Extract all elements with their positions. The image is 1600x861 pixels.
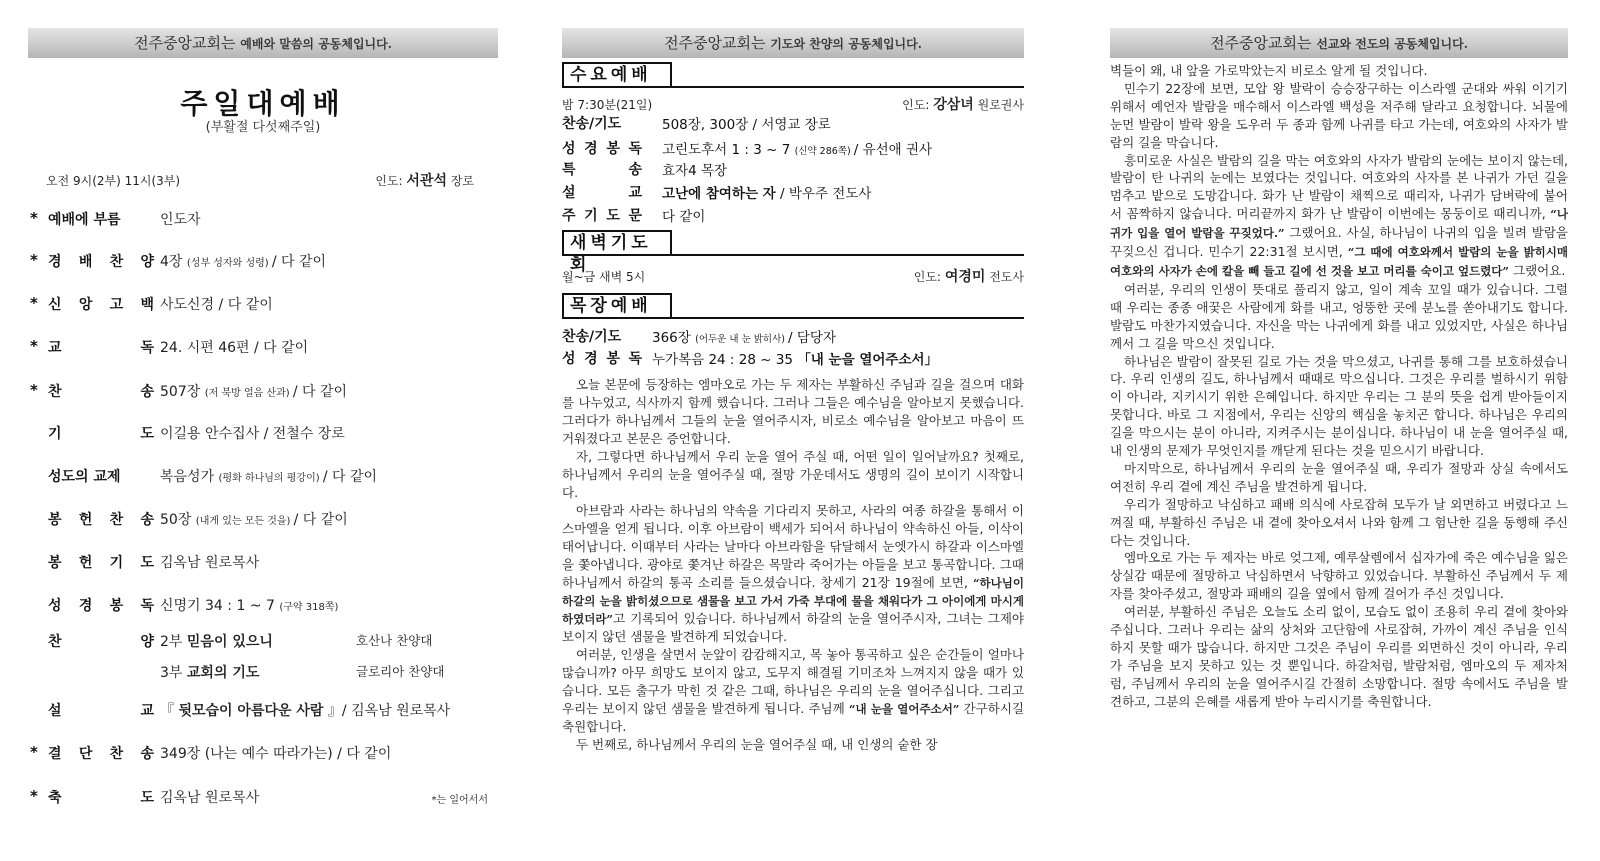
wednesday-time: 밤 7:30분(21일) — [562, 98, 653, 112]
banner-prayer: 전주중앙교회는 기도와 찬양의 공동체입니다. — [562, 28, 1024, 58]
label-char: 문 — [628, 208, 642, 224]
dawn-meta — [562, 268, 1024, 285]
order-label — [48, 787, 154, 807]
emphasis-text: 뒷모습이 아름다운 사람 — [178, 703, 324, 719]
label-char: 단 — [78, 746, 93, 762]
paragraph: 자, 그렇다면 하나님께서 우리 눈을 열어 주실 때, 어떤 일이 일어날까요? 첫째로, 하나님께서 우리의 눈을 열어주실 때, 절망 가운데서도 생명의 길이 보이기 시작합니다. — [562, 449, 1024, 500]
label-char: 헌 — [78, 512, 93, 528]
label-char: 봉 — [109, 598, 124, 614]
paragraph: 두 번째로, 하나님께서 우리의 눈을 열어주실 때, 내 인생의 숱한 장 — [576, 737, 938, 752]
section-rule — [672, 254, 1024, 256]
value-note: (어두운 내 눈 밝히사) — [695, 334, 789, 345]
order-label — [48, 509, 154, 529]
paragraph: 흥미로운 사실은 발람의 길을 막는 여호와의 사자가 발람의 눈에는 보이지 않는데, 발람이 탄 나귀의 눈에는 보였다는 것입니다. 여호와의 사자를 본 나귀가 가던 길을 멈추고 밭으로 도망갑니다. 화가 난 발람이 채찍으로 때리자, 나귀가 담벼락에 붙어서 꼼짝하지 않습니다. 머리끝까지 화가 난 발람이 이번에는 몽둥이로 때리니까, “나귀가 입을 열어 발람을 꾸짖었다.” 그랬어요. 사실, 하나님이 나귀의 입을 빌려 발람을 꾸짖으신 겁니다. 민수기 22:31절 보시면, “그 때에 여호와께서 발람의 눈을 밝히시매 여호와의 사자가 손에 칼을 빼 들고 길에 선 것을 보고 머리를 숙이고 엎드렸다” 그랬어요. — [1110, 152, 1568, 278]
order-label — [48, 595, 154, 615]
order-label — [48, 381, 154, 401]
paragraph: 여러분, 인생을 살면서 눈앞이 캄캄해지고, 목 놓아 통곡하고 싶은 순간들이 얼마나 많습니까? 아무 희망도 보이지 않고, 도무지 해결될 기미조차 느껴지지 않을 때가 있습니다. 모든 출구가 막힌 것 같은 그때, 하나님은 우리의 눈을 열어주십니다. 그리고 우리는 보이지 않던 샘물을 발견하게 됩니다. 주님께 “내 눈을 열어주소서” 간구하시길 축원합니다. — [562, 647, 1024, 734]
order-label — [48, 700, 154, 720]
service-label: 찬송/기도 — [562, 329, 622, 345]
service-label — [562, 138, 642, 158]
scripture-quote: “하나님이 하갈의 눈을 밝히셨으므로 샘물을 보고 가서 가죽 부대에 물을 채워다가 그 아이에게 마시게 하였더라” — [562, 576, 1024, 626]
label-char: 찬 — [109, 746, 124, 762]
standing-note: *는 일어서서 — [431, 795, 488, 806]
service-label — [562, 205, 642, 225]
anthem-title: 믿음이 있으니 — [186, 634, 273, 650]
label-char: 경 — [584, 141, 598, 157]
standing-marker: * — [30, 381, 38, 399]
label-char: 기 — [48, 426, 62, 442]
order-value: 349장 (나는 예수 따라가는) / 다 같이 — [160, 746, 392, 762]
section-rule — [672, 317, 1024, 319]
order-value: 복음성가 (평화 하나님의 평강이) / 다 같이 — [160, 469, 378, 485]
label-char: 봉 — [48, 555, 62, 571]
standing-marker: * — [30, 787, 38, 805]
leader-name: 서관석 — [406, 173, 447, 189]
order-label — [48, 423, 154, 443]
order-value: 신명기 34 : 1 ~ 7 (구약 318쪽) — [160, 598, 339, 614]
standing-marker: * — [30, 251, 38, 269]
order-value: 사도신경 / 다 같이 — [160, 297, 273, 313]
label-char: 찬 — [109, 512, 124, 528]
label-char: 축 — [48, 790, 62, 806]
label-char: 교 — [48, 340, 62, 356]
choir-name: 글로리아 찬양대 — [356, 664, 445, 679]
paragraph: 마지막으로, 하나님께서 우리의 눈을 열어주실 때, 우리가 절망과 상실 속에서도 여전히 우리 곁에 계신 주님을 발견하게 됩니다. — [1110, 460, 1568, 494]
service-row — [562, 138, 1024, 160]
order-value: 3부 교회의 기도 글로리아 찬양대 — [160, 664, 445, 681]
sermon-body — [1110, 62, 1568, 711]
label-char: 성 — [48, 598, 62, 614]
paragraph: 여러분, 우리의 인생이 뜻대로 풀리지 않고, 일이 계속 꼬일 때가 있습니다. 그럴 때 우리는 종종 애꿎은 사람에게 화를 내고, 엉뚱한 곳에 분노를 쏟아내기도 합니다. 발람도 마찬가지였습니다. 자신을 막는 나귀에게 화를 내고 있었지만, 사실은 하나님께서 그 길을 막으신 것입니다. — [1110, 281, 1568, 351]
label-char: 송 — [140, 746, 154, 762]
label-char: 결 — [48, 746, 62, 762]
scripture-quote: “내 눈을 열어주소서” — [848, 702, 960, 716]
label-char: 봉 — [48, 512, 62, 528]
anthem-title: 교회의 기도 — [186, 665, 260, 681]
label-char: 봉 — [606, 351, 620, 367]
banner-motto: 선교와 전도의 공동체입니다. — [1316, 37, 1468, 51]
label-char: 찬 — [109, 254, 124, 270]
label-char: 도 — [140, 790, 154, 806]
banner-motto: 예배와 말씀의 공동체입니다. — [240, 37, 392, 51]
label-char: 양 — [140, 634, 154, 650]
standing-marker: * — [30, 743, 38, 761]
paragraph: 엠마오로 가는 두 제자는 바로 엊그제, 예루살렘에서 십자가에 죽은 예수님을 잃은 상실감 때문에 절망하고 낙심하면서 낙향하고 있었습니다. 부활하신 주님께서 두 제자를 찾아주셨고, 절망과 패배의 길을 옆에서 함께 걸어가 주신 것입니다. — [1110, 550, 1568, 602]
service-value: 366장 (어두운 내 눈 밝히사) / 담당자 — [652, 330, 836, 346]
service-row — [562, 159, 1024, 181]
service-label — [562, 159, 642, 179]
banner-prefix: 전주중앙교회는 — [134, 34, 236, 52]
label-char: 경 — [48, 254, 62, 270]
label-char: 봉 — [606, 141, 620, 157]
service-value: 고린도후서 1 : 3 ~ 7 (신약 286쪽) / 유선애 권사 — [662, 142, 933, 158]
weekday-services-column — [562, 0, 1024, 861]
standing-marker: * — [30, 337, 38, 355]
service-value: 효자4 목장 — [662, 163, 728, 179]
order-value: 『 뒷모습이 아름다운 사람 』/ 김옥남 원로목사 — [160, 703, 451, 719]
dawn-heading: 새벽기도회 — [562, 230, 672, 256]
scripture-quote: “나귀가 입을 열어 발람을 꾸짖었다.” — [1110, 207, 1568, 241]
service-label: 찬송/기도 — [562, 116, 622, 132]
paragraph: 벽들이 왜, 내 앞을 가로막았는지 비로소 알게 될 것입니다. — [1110, 63, 1428, 78]
standing-marker: * — [30, 294, 38, 312]
label-char: 독 — [140, 598, 154, 614]
service-row — [562, 348, 1024, 370]
label-char: 송 — [628, 162, 642, 178]
label-char: 고 — [109, 297, 124, 313]
label-char: 주 — [562, 208, 576, 224]
order-label — [48, 631, 154, 651]
value-note: (성부 성자와 성령) — [186, 258, 272, 269]
label-char: 송 — [140, 384, 154, 400]
order-label — [48, 552, 154, 572]
service-row — [562, 113, 1024, 135]
label-char: 성 — [562, 351, 576, 367]
banner-worship — [28, 28, 498, 58]
label-char: 독 — [140, 340, 154, 356]
order-label: 예배에 부름 — [48, 212, 121, 228]
choir-name: 호산나 찬양대 — [356, 633, 433, 648]
leader: 인도: 서관석 장로 — [375, 173, 474, 189]
wednesday-meta — [562, 96, 1024, 113]
service-time: 오전 9시(2부) 11시(3부) — [46, 174, 181, 188]
label-char: 도 — [140, 426, 154, 442]
order-value: 507장 (저 북방 얼음 산과) / 다 같이 — [160, 384, 348, 400]
order-value: 이길용 안수집사 / 전철수 장로 — [160, 426, 345, 442]
service-row — [562, 182, 1024, 204]
order-value: 인도자 — [160, 212, 201, 228]
sermon-body — [562, 376, 1024, 754]
label-char: 양 — [140, 254, 154, 270]
service-value: 다 같이 — [662, 209, 706, 225]
value-note: (구약 318쪽) — [279, 602, 339, 613]
paragraph: 하나님은 발람이 잘못된 길로 가는 것을 막으셨고, 나귀를 통해 그를 보호하셨습니다. 우리 인생의 길도, 하나님께서 때때로 막으십니다. 그것은 우리를 벌하시기 위함이 아니라, 지키시기 위한 은혜입니다. 하지만 우리는 그 분의 뜻을 쉽게 받아들이지 못합니다. 바로 그 지점에서, 우리는 신앙의 핵심을 놓치곤 합니다. 하나님은 우리의 길을 막으시는 분이 아니라, 지켜주시는 분이십니다. 하나님이 내 눈을 열어주실 때, 내 인생의 문제가 무엇인지를 깨닫게 된다는 것을 믿으시기 바랍니다. — [1110, 353, 1568, 459]
order-label — [48, 251, 154, 271]
dawn-leader: 인도: 여경미 전도사 — [913, 269, 1024, 285]
label-char: 찬 — [48, 384, 62, 400]
banner-mission: 전주중앙교회는 선교와 전도의 공동체입니다. — [1110, 28, 1568, 58]
wednesday-heading: 수요예배 — [562, 62, 672, 88]
order-value: 50장 (내게 있는 모든 것을) / 다 같이 — [160, 512, 348, 528]
label-char: 경 — [78, 598, 93, 614]
label-char: 성 — [562, 141, 576, 157]
cell-heading: 목장예배 — [562, 293, 672, 319]
label-char: 교 — [628, 185, 642, 201]
standing-marker: * — [30, 209, 38, 227]
banner-motto: 기도와 찬양의 공동체입니다. — [770, 37, 922, 51]
service-label — [562, 348, 642, 368]
paragraph: 민수기 22장에 보면, 모압 왕 발락이 승승장구하는 이스라엘 군대와 싸워 이기기 위해서 예언자 발람을 매수해서 이스라엘 백성을 저주해 달라고 요청합니다. 뇌물에 눈먼 발람이 발락 왕을 도우러 두 종과 함께 나귀를 타고 가는데, 여호와의 사자가 발람의 길을 막습니다. — [1110, 80, 1568, 150]
value-note: (신약 286쪽) — [794, 146, 854, 157]
scripture-quote: “그 때에 여호와께서 발람의 눈을 밝히시매 여호와의 사자가 손에 칼을 빼 들고 길에 선 것을 보고 머리를 숙이고 엎드렸다” — [1110, 245, 1568, 278]
service-time-row — [46, 172, 482, 189]
label-char: 배 — [78, 254, 93, 270]
order-value: 김옥남 원로목사 — [160, 555, 260, 571]
label-char: 독 — [628, 351, 642, 367]
value-note: (내게 있는 모든 것을) — [195, 516, 294, 527]
paragraph: 오늘 본문에 등장하는 엠마오로 가는 두 제자는 부활하신 주님과 길을 걸으며 대화를 나누었고, 식사까지 함께 했습니다. 그러나 그들은 예수님을 알아보지 못했습니다. 그러다가 하나님께서 그들의 눈을 열어주시자, 비로소 예수님을 알아보고 마음이 뜨거워졌다고 본문은 증언합니다. — [562, 377, 1024, 446]
service-label — [562, 182, 642, 202]
label-char: 기 — [109, 555, 124, 571]
order-value: 24. 시편 46편 / 다 같이 — [160, 340, 309, 356]
label-char: 특 — [562, 162, 576, 178]
label-char: 기 — [584, 208, 598, 224]
service-row — [562, 205, 1024, 227]
paragraph: 여러분, 부활하신 주님은 오늘도 소리 없이, 모습도 없이 조용히 우리 곁에 찾아와 주십니다. 그러나 우리는 삶의 상처와 고단함에 사로잡혀, 가까이 계신 주님을 인식하지 못할 때가 많습니다. 하지만 그것은 주님이 우리를 외면하신 것이 아니라, 우리가 주님을 보지 못하고 있는 것 뿐입니다. 하갈처럼, 발람처럼, 엠마오의 두 제자처럼, 주님께서 우리의 눈을 열어주시길 간절히 소망합니다. 절망 속에서도 주님을 발견하고, 그분의 은혜를 새롭게 받아 누리시기를 축원합니다. — [1110, 604, 1568, 709]
order-value: 김옥남 원로목사 — [160, 790, 260, 806]
value-note: (평화 하나님의 평강이) — [218, 473, 323, 484]
order-label — [48, 337, 154, 357]
page-subtitle: (부활절 다섯째주일) — [205, 120, 321, 135]
page-title: 주일대예배 — [180, 87, 346, 120]
order-label — [48, 294, 154, 314]
wednesday-leader: 인도: 강삼녀 원로권사 — [902, 97, 1024, 113]
paragraph: 우리가 절망하고 낙심하고 패배 의식에 사로잡혀 모두가 날 외면하고 버렸다고 느껴질 때, 부활하신 주님은 내 곁에 찾아오셔서 나와 함께 그 험난한 길을 동행해 주신다는 것입니다. — [1110, 496, 1568, 548]
paragraph: 아브람과 사라는 하나님의 약속을 기다리지 못하고, 사라의 여종 하갈을 통해서 이스마엘을 얻게 됩니다. 이후 아브람이 백세가 되어서 하나님이 약속하신 아들, 이삭이 태어납니다. 이때부터 사라는 날마다 아브라함을 닦달해서 눈엣가시 하갈과 이스마엘을 쫓아냅니다. 광야로 쫓겨난 하갈은 목말라 죽어가는 아들을 보고 통곡합니다. 그때 하나님께서 하갈의 통곡 소리를 들으셨습니다. 창세기 21장 19절에 보면, “하나님이 하갈의 눈을 밝히셨으므로 샘물을 보고 가서 가죽 부대에 물을 채워다가 그 아이에게 마시게 하였더라”고 기록되어 있습니다. 하나님께서 하갈의 눈을 열어주시자, 그녀는 그제야 보이지 않던 샘물을 발견하게 되었습니다. — [562, 503, 1024, 644]
service-row — [562, 326, 1024, 348]
label-char: 도 — [140, 555, 154, 571]
label-char: 앙 — [78, 297, 93, 313]
service-value: 고난에 참여하는 자 / 박우주 전도사 — [662, 186, 872, 202]
order-value: 4장 (성부 성자와 성령) / 다 같이 — [160, 254, 327, 270]
label-char: 교 — [140, 703, 154, 719]
label-char: 백 — [140, 297, 154, 313]
label-char: 설 — [562, 185, 576, 201]
order-label: 성도의 교제 — [48, 469, 121, 485]
label-char: 설 — [48, 703, 62, 719]
label-char: 도 — [606, 208, 620, 224]
order-label — [48, 743, 154, 763]
service-value: 508장, 300장 / 서영교 장로 — [662, 117, 831, 133]
label-char: 찬 — [48, 634, 62, 650]
service-value: 누가복음 24 : 28 ~ 35 「내 눈을 열어주소서」 — [652, 352, 939, 368]
label-char: 경 — [584, 351, 598, 367]
emphasis-text: 「내 눈을 열어주소서」 — [797, 352, 939, 368]
order-value: 2부 믿음이 있으니 호산나 찬양대 — [160, 633, 433, 650]
section-rule — [672, 86, 1024, 88]
dawn-time: 월~금 새벽 5시 — [562, 270, 646, 284]
label-char: 독 — [628, 141, 642, 157]
sermon-column — [1110, 0, 1568, 861]
label-char: 신 — [48, 297, 62, 313]
label-char: 헌 — [78, 555, 93, 571]
value-note: (저 북방 얼음 산과) — [204, 388, 293, 399]
emphasis-text: 고난에 참여하는 자 — [662, 186, 776, 202]
label-char: 송 — [140, 512, 154, 528]
sunday-service-column — [28, 0, 498, 861]
